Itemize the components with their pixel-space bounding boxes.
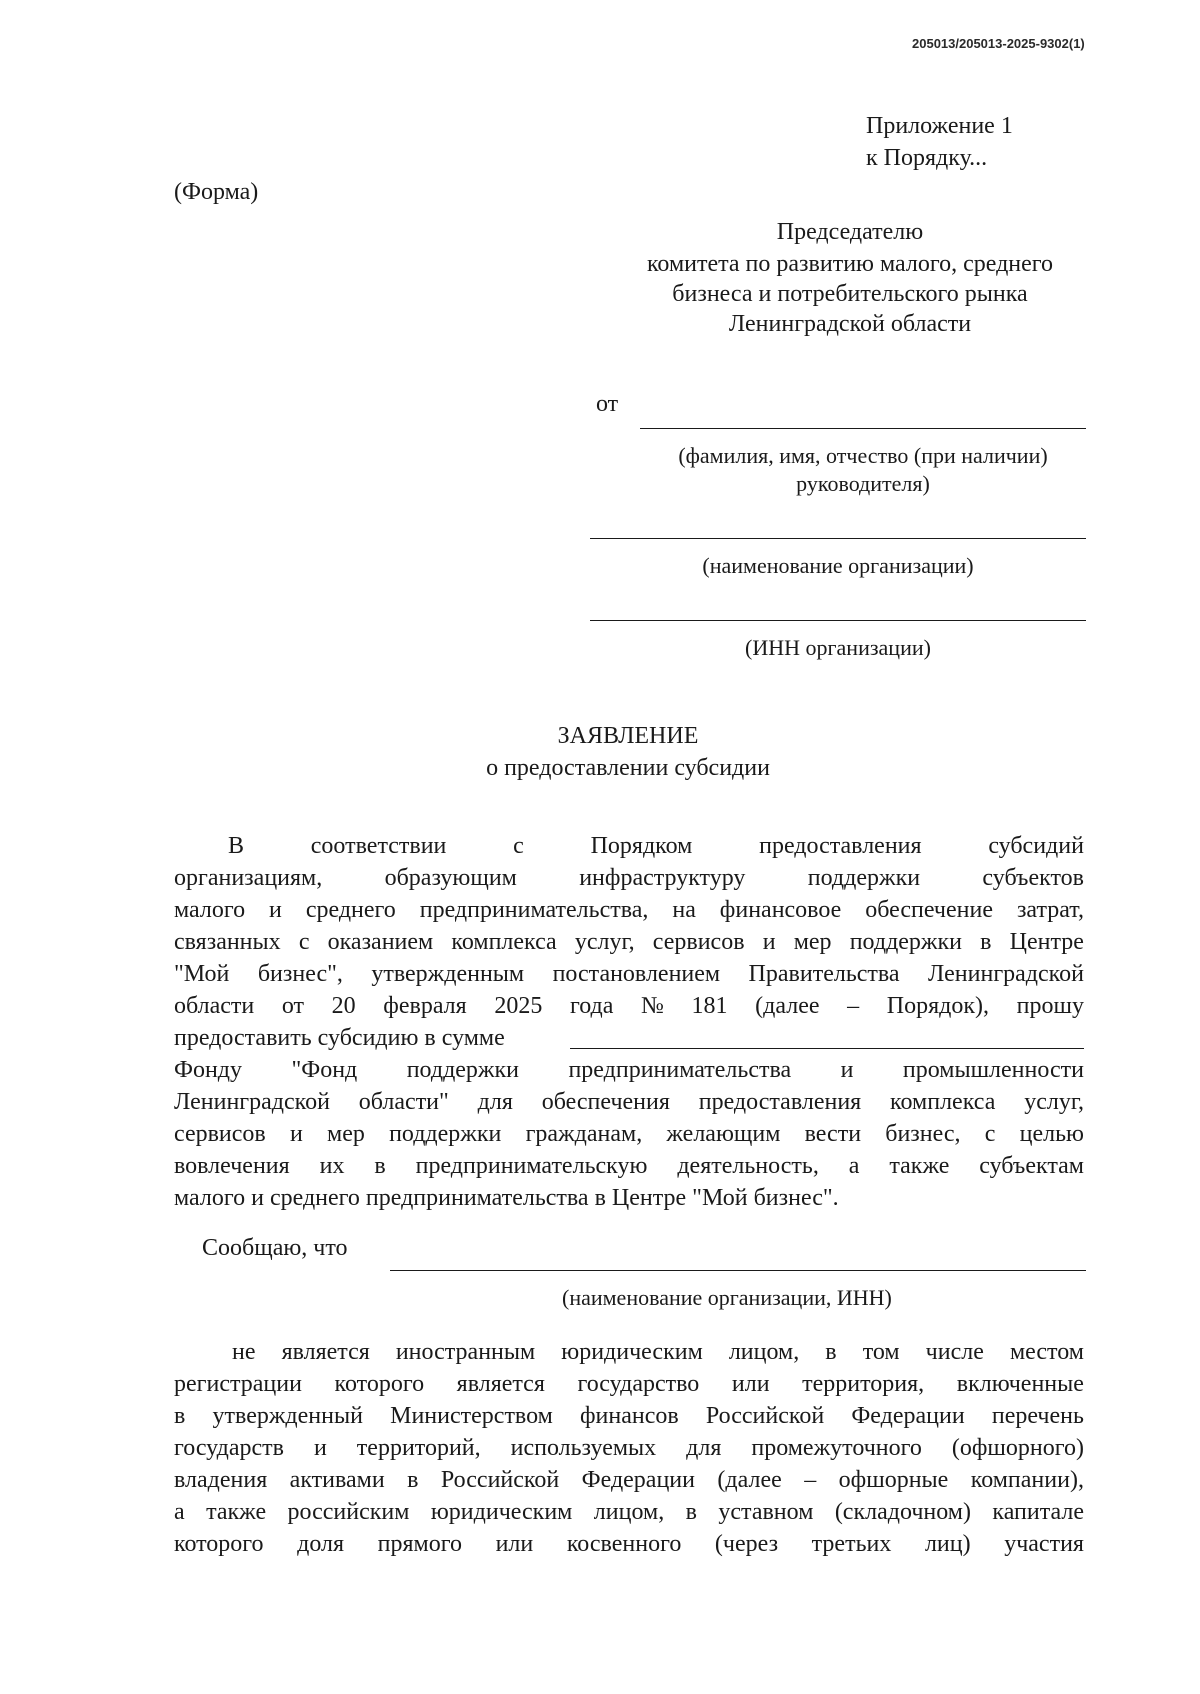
- from-name-hint-1: (фамилия, имя, отчество (при наличии): [678, 443, 1048, 468]
- word: вовлечения: [174, 1153, 290, 1179]
- word: предоставления: [698, 1089, 862, 1115]
- word: офшорные: [838, 1467, 949, 1493]
- word: области": [358, 1089, 449, 1115]
- word: используемых: [510, 1435, 657, 1461]
- word: доля: [297, 1531, 345, 1557]
- word: перечень: [991, 1403, 1084, 1429]
- word: утвержденным: [371, 961, 525, 987]
- paragraph1-line-4: [174, 926, 1084, 958]
- word: государство: [577, 1371, 700, 1397]
- word: прямого: [377, 1531, 462, 1557]
- word: юридическим: [561, 1339, 703, 1365]
- paragraph2-line-6: [174, 1496, 1084, 1528]
- addressee-line-3: бизнеса и потребительского рынка: [672, 281, 1028, 307]
- paragraph1-line-6: [174, 990, 1084, 1022]
- word: с: [298, 929, 310, 955]
- addressee-line-4: Ленинградской области: [728, 311, 972, 337]
- word: Федерации: [851, 1403, 965, 1429]
- word: соответствии: [310, 833, 447, 859]
- word: в: [407, 1467, 419, 1493]
- word: владения: [174, 1467, 268, 1493]
- word: среднего: [305, 897, 396, 923]
- word: поддержки: [406, 1057, 520, 1083]
- report-label: Сообщаю, что: [202, 1235, 348, 1261]
- word: юридическим: [430, 1499, 573, 1525]
- word: и: [269, 897, 282, 923]
- word: участия: [1004, 1531, 1084, 1557]
- word: и: [313, 1435, 327, 1461]
- paragraph2-line-5: [174, 1464, 1084, 1496]
- word: поддержки: [849, 929, 963, 955]
- word: российским: [287, 1499, 410, 1525]
- word: государств: [174, 1435, 285, 1461]
- appendix-line-2: к Порядку...: [866, 145, 988, 171]
- word: также: [889, 1153, 950, 1179]
- word: Правительства: [748, 961, 900, 987]
- word: Ленинградской: [928, 961, 1084, 987]
- paragraph2-line-3: [174, 1400, 1084, 1432]
- appendix-line-1: Приложение 1: [866, 113, 1013, 139]
- word: Федерации: [581, 1467, 695, 1493]
- word: организациям,: [174, 865, 323, 891]
- paragraph2-line-2: [174, 1368, 1084, 1400]
- word: промышленности: [902, 1057, 1084, 1083]
- word: местом: [1009, 1339, 1084, 1365]
- paragraph1-line-3: [174, 894, 1084, 926]
- word: а: [174, 1499, 185, 1525]
- document-subtitle: о предоставлении субсидии: [486, 755, 770, 781]
- word: связанных: [174, 929, 281, 955]
- word: и: [840, 1057, 854, 1083]
- paragraph1-line-10: [174, 1118, 1084, 1150]
- word: желающим: [666, 1121, 781, 1147]
- report-org-hint: (наименование организации, ИНН): [562, 1285, 892, 1310]
- paragraph1-last-line-text: малого и среднего предпринимательства в Центре "Мой бизнес".: [174, 1185, 839, 1211]
- word: (через: [714, 1531, 779, 1557]
- word: территорий,: [356, 1435, 481, 1461]
- word: №: [641, 993, 664, 1019]
- word: "Фонд: [291, 1057, 358, 1083]
- word: обеспечения: [541, 1089, 670, 1115]
- subsidy-amount-label: предоставить субсидию в сумме: [174, 1025, 505, 1051]
- paragraph1-line-5: [174, 958, 1084, 990]
- word: и: [289, 1121, 303, 1147]
- word: образующим: [384, 865, 517, 891]
- word: косвенного: [566, 1531, 682, 1557]
- word: уставном: [718, 1499, 814, 1525]
- word: финансовое: [719, 897, 842, 923]
- word: которого: [174, 1531, 264, 1557]
- word: которого: [334, 1371, 425, 1397]
- word: поддержки: [807, 865, 921, 891]
- word: регистрации: [174, 1371, 302, 1397]
- org-inn-hint: (ИНН организации): [745, 635, 931, 660]
- word: иностранным: [395, 1339, 536, 1365]
- word: промежуточного: [751, 1435, 922, 1461]
- word: обеспечение: [865, 897, 993, 923]
- word: постановлением: [552, 961, 721, 987]
- addressee-line-1: Председателю: [776, 219, 924, 245]
- word: Ленинградской: [174, 1089, 330, 1115]
- word: бизнес",: [257, 961, 343, 987]
- form-label: (Форма): [174, 179, 259, 205]
- word: прошу: [1016, 993, 1084, 1019]
- word: 2025: [494, 993, 543, 1019]
- word: и: [762, 929, 776, 955]
- paragraph1-line-7: [174, 1022, 505, 1054]
- word: в: [374, 1153, 386, 1179]
- word: года: [569, 993, 614, 1019]
- org-name-field-line: [590, 538, 1086, 539]
- word: сервисов: [652, 929, 745, 955]
- paragraph1-line-1: [228, 830, 1084, 862]
- word: или: [731, 1371, 770, 1397]
- word: (далее: [755, 993, 820, 1019]
- word: услуг,: [1024, 1089, 1084, 1115]
- word: субъектов: [982, 865, 1084, 891]
- word: третьих: [811, 1531, 892, 1557]
- word: компании),: [970, 1467, 1084, 1493]
- word: том: [862, 1339, 900, 1365]
- word: утвержденный: [212, 1403, 363, 1429]
- word: февраля: [383, 993, 467, 1019]
- word: Порядок),: [886, 993, 989, 1019]
- word: 181: [691, 993, 728, 1019]
- word: бизнес,: [885, 1121, 961, 1147]
- word: (офшорного): [951, 1435, 1084, 1461]
- word: –: [847, 993, 860, 1019]
- word: мер: [793, 929, 832, 955]
- paragraph2-line-4: [174, 1432, 1084, 1464]
- word: с: [984, 1121, 996, 1147]
- paragraph1-line-8: [174, 1054, 1084, 1086]
- word: "Мой: [174, 961, 230, 987]
- word: Российской: [705, 1403, 825, 1429]
- word: предпринимательскую: [415, 1153, 648, 1179]
- word: включенные: [956, 1371, 1084, 1397]
- word: целью: [1019, 1121, 1084, 1147]
- word: гражданам,: [525, 1121, 643, 1147]
- word: для: [477, 1089, 513, 1115]
- word: предпринимательства,: [419, 897, 649, 923]
- word: числе: [925, 1339, 984, 1365]
- word: комплекса: [451, 929, 557, 955]
- from-name-field-line: [640, 428, 1086, 429]
- word: в: [174, 1403, 186, 1429]
- word: оказанием: [327, 929, 434, 955]
- word: капитале: [992, 1499, 1084, 1525]
- paragraph1-line-12: [174, 1182, 839, 1214]
- word: мер: [327, 1121, 365, 1147]
- org-inn-field-line: [590, 620, 1086, 621]
- word: вести: [804, 1121, 862, 1147]
- word: (далее: [717, 1467, 782, 1493]
- word: для: [686, 1435, 722, 1461]
- word: Центре: [1009, 929, 1084, 955]
- word: от: [281, 993, 305, 1019]
- from-label: от: [596, 391, 619, 417]
- word: В: [228, 833, 245, 859]
- word: области: [174, 993, 255, 1019]
- word: (складочном): [834, 1499, 971, 1525]
- word: финансов: [580, 1403, 679, 1429]
- word: субъектам: [979, 1153, 1084, 1179]
- from-name-hint-2: руководителя): [796, 471, 930, 496]
- word: –: [804, 1467, 817, 1493]
- word: лиц): [924, 1531, 971, 1557]
- word: на: [672, 897, 696, 923]
- paragraph2-line-7: [174, 1528, 1084, 1560]
- word: активами: [289, 1467, 385, 1493]
- word: лицом,: [728, 1339, 800, 1365]
- word: деятельность,: [677, 1153, 819, 1179]
- word: предоставления: [759, 833, 922, 859]
- word: Министерством: [390, 1403, 553, 1429]
- word: является: [281, 1339, 370, 1365]
- word: территория,: [802, 1371, 925, 1397]
- word: в: [980, 929, 992, 955]
- addressee-line-2: комитета по развитию малого, среднего: [646, 251, 1054, 277]
- word: в: [825, 1339, 837, 1365]
- word: предпринимательства: [568, 1057, 792, 1083]
- subsidy-amount-field-line: [570, 1048, 1084, 1049]
- word: поддержки: [389, 1121, 502, 1147]
- paragraph1-line-2: [174, 862, 1084, 894]
- word: с: [513, 833, 524, 859]
- word: а: [848, 1153, 860, 1179]
- word: сервисов: [174, 1121, 266, 1147]
- word: субсидий: [988, 833, 1084, 859]
- word: также: [206, 1499, 267, 1525]
- document-title: ЗАЯВЛЕНИЕ: [557, 723, 699, 749]
- word: Российской: [440, 1467, 560, 1493]
- word: в: [685, 1499, 697, 1525]
- word: является: [456, 1371, 545, 1397]
- word: лицом,: [593, 1499, 665, 1525]
- org-name-hint: (наименование организации): [702, 553, 974, 578]
- word: 20: [331, 993, 356, 1019]
- word: инфраструктуру: [579, 865, 746, 891]
- word: их: [319, 1153, 345, 1179]
- word: или: [495, 1531, 534, 1557]
- word: затрат,: [1016, 897, 1084, 923]
- word: Порядком: [590, 833, 693, 859]
- word: комплекса: [890, 1089, 996, 1115]
- document-number: 205013/205013-2025-9302(1): [912, 36, 1085, 51]
- paragraph1-line-9: [174, 1086, 1084, 1118]
- report-org-field-line: [390, 1270, 1086, 1271]
- word: услуг,: [574, 929, 635, 955]
- word: малого: [174, 897, 246, 923]
- word: Фонду: [174, 1057, 243, 1083]
- paragraph2-line-1: [232, 1336, 1084, 1368]
- paragraph1-line-11: [174, 1150, 1084, 1182]
- word: не: [232, 1339, 256, 1365]
